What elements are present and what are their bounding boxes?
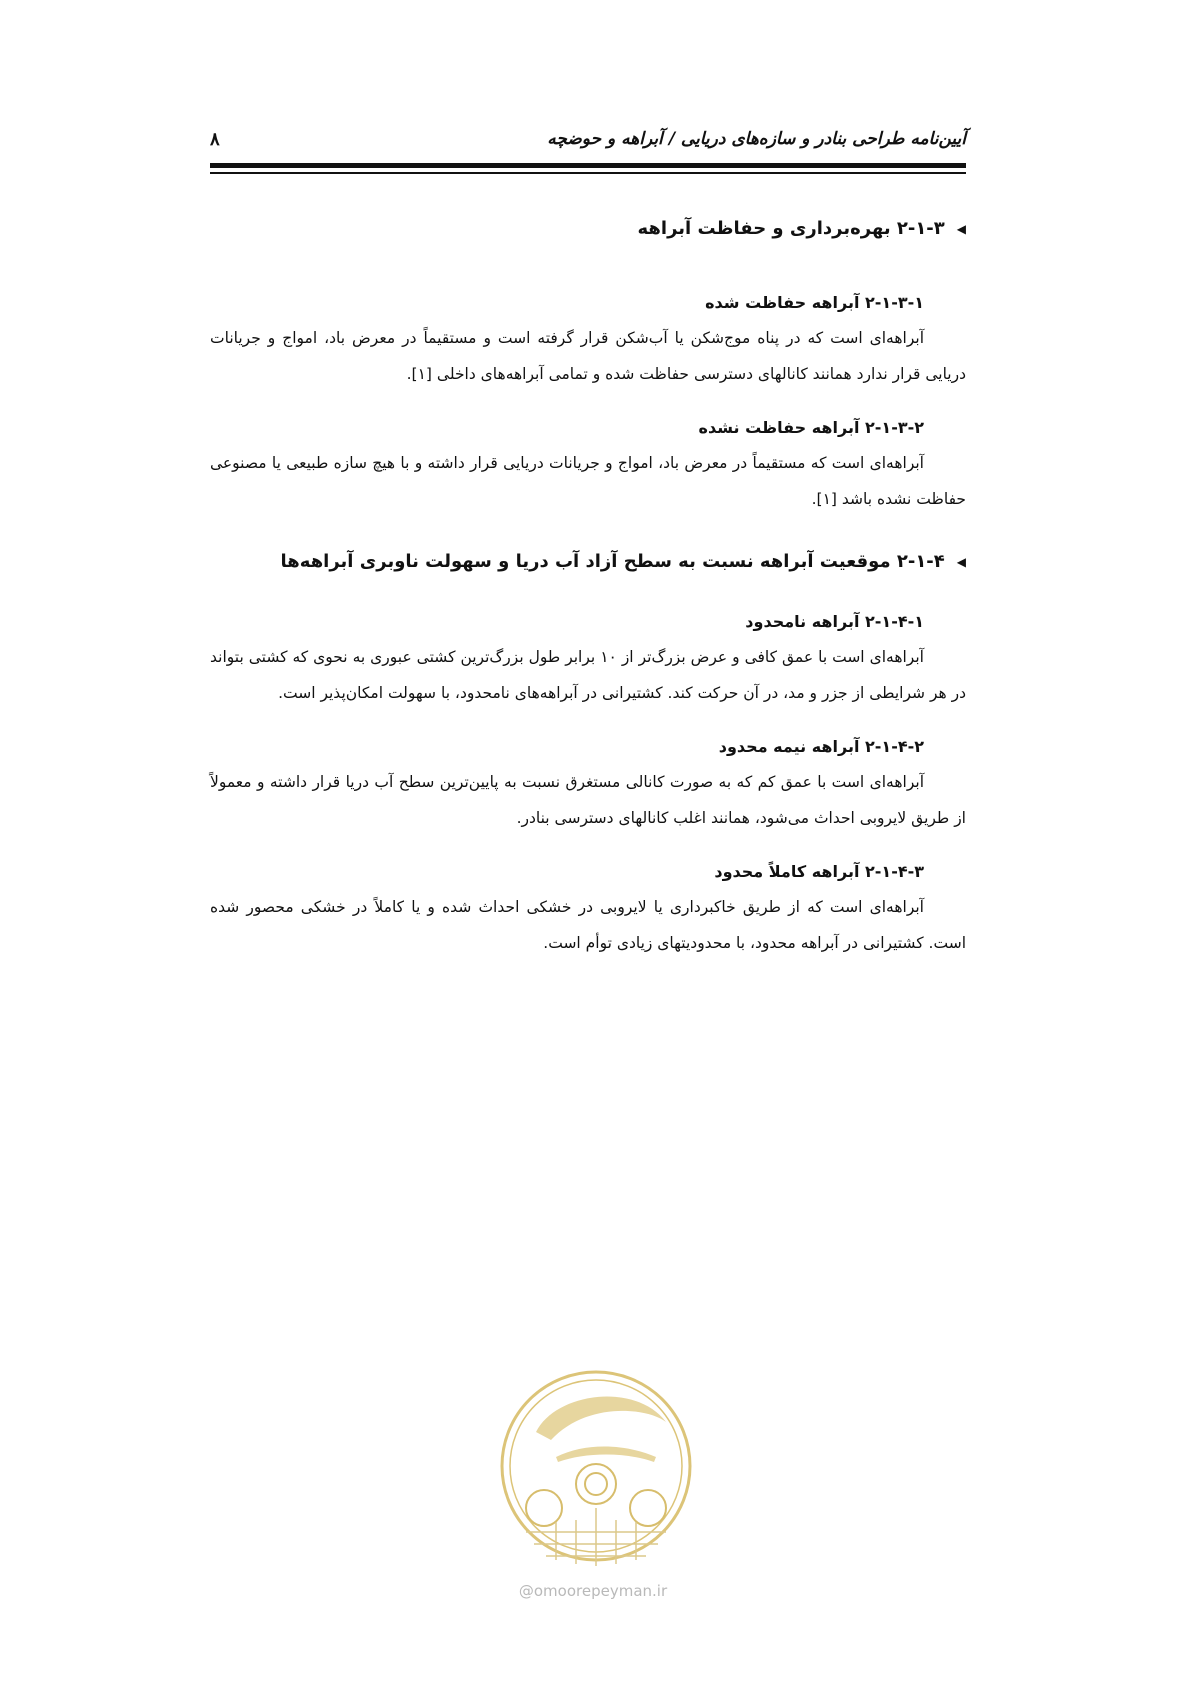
subsection-heading: ۲-۱-۴-۲ آبراهه نیمه محدود bbox=[718, 737, 924, 756]
watermark-caption: @omoorepeyman.ir bbox=[518, 1582, 668, 1600]
triangle-bullet-icon: ◀ bbox=[956, 221, 966, 236]
paragraph: آبراهه‌ای است که مستقیماً در معرض باد، امواج و جریانات دریایی قرار داشته و با هیچ سازه طبیعی یا مصنوعی حفاظت نشده باشد [۱]. bbox=[210, 454, 966, 508]
paragraph: آبراهه‌ای است که در پناه موج‌شکن یا آب‌شکن قرار گرفته است و مستقیماً در معرض باد، امواج و جریانات دریایی قرار ندارد همانند کانالهای دسترسی حفاظت شده و تمامی آبراهه‌های داخلی [۱]. bbox=[210, 329, 966, 383]
subsection-heading: ۲-۱-۳-۱ آبراهه حفاظت شده bbox=[705, 293, 924, 312]
watermark-seal-logo bbox=[496, 1362, 696, 1574]
header-rule-thick bbox=[210, 163, 966, 168]
section-heading: ◀ ۲-۱-۴ موقعیت آبراهه نسبت به سطح آزاد آب دریا و سهولت ناوبری آبراهه‌ها bbox=[280, 551, 966, 572]
paragraph: آبراهه‌ای است با عمق کافی و عرض بزرگ‌تر از ۱۰ برابر طول بزرگ‌ترین کشتی عبوری به نحوی که کشتی بتواند در هر شرایطی از جزر و مد، در آن حرکت کند. کشتیرانی در آبراهه‌های نامحدود، با سهولت امکان‌پذیر است. bbox=[210, 648, 966, 702]
triangle-bullet-icon: ◀ bbox=[956, 554, 966, 569]
paragraph: آبراهه‌ای است که از طریق خاکبرداری یا لایروبی در خشکی احداث شده و یا کاملاً در خشکی محصور شده است. کشتیرانی در آبراهه محدود، با محدودیتهای زیادی توأم است. bbox=[210, 898, 966, 952]
running-title: آیین‌نامه طراحی بنادر و سازه‌های دریایی / آبراهه و حوضچه bbox=[547, 129, 966, 149]
document-body bbox=[210, 218, 966, 961]
page-number: ۸ bbox=[210, 129, 220, 150]
header-rule-thin bbox=[210, 172, 966, 174]
section-heading: ◀ ۲-۱-۳ بهره‌برداری و حفاظت آبراهه bbox=[637, 218, 966, 239]
subsection-heading: ۲-۱-۴-۳ آبراهه کاملاً محدود bbox=[714, 862, 924, 881]
page-header bbox=[210, 129, 966, 157]
subsection-heading: ۲-۱-۴-۱ آبراهه نامحدود bbox=[745, 612, 924, 631]
subsection-heading: ۲-۱-۳-۲ آبراهه حفاظت نشده bbox=[698, 418, 924, 437]
paragraph: آبراهه‌ای است با عمق کم که به صورت کانالی مستغرق نسبت به پایین‌ترین سطح آب دریا قرار داشته و معمولاً از طریق لایروبی احداث می‌شود، همانند اغلب کانالهای دسترسی بنادر. bbox=[210, 773, 966, 827]
